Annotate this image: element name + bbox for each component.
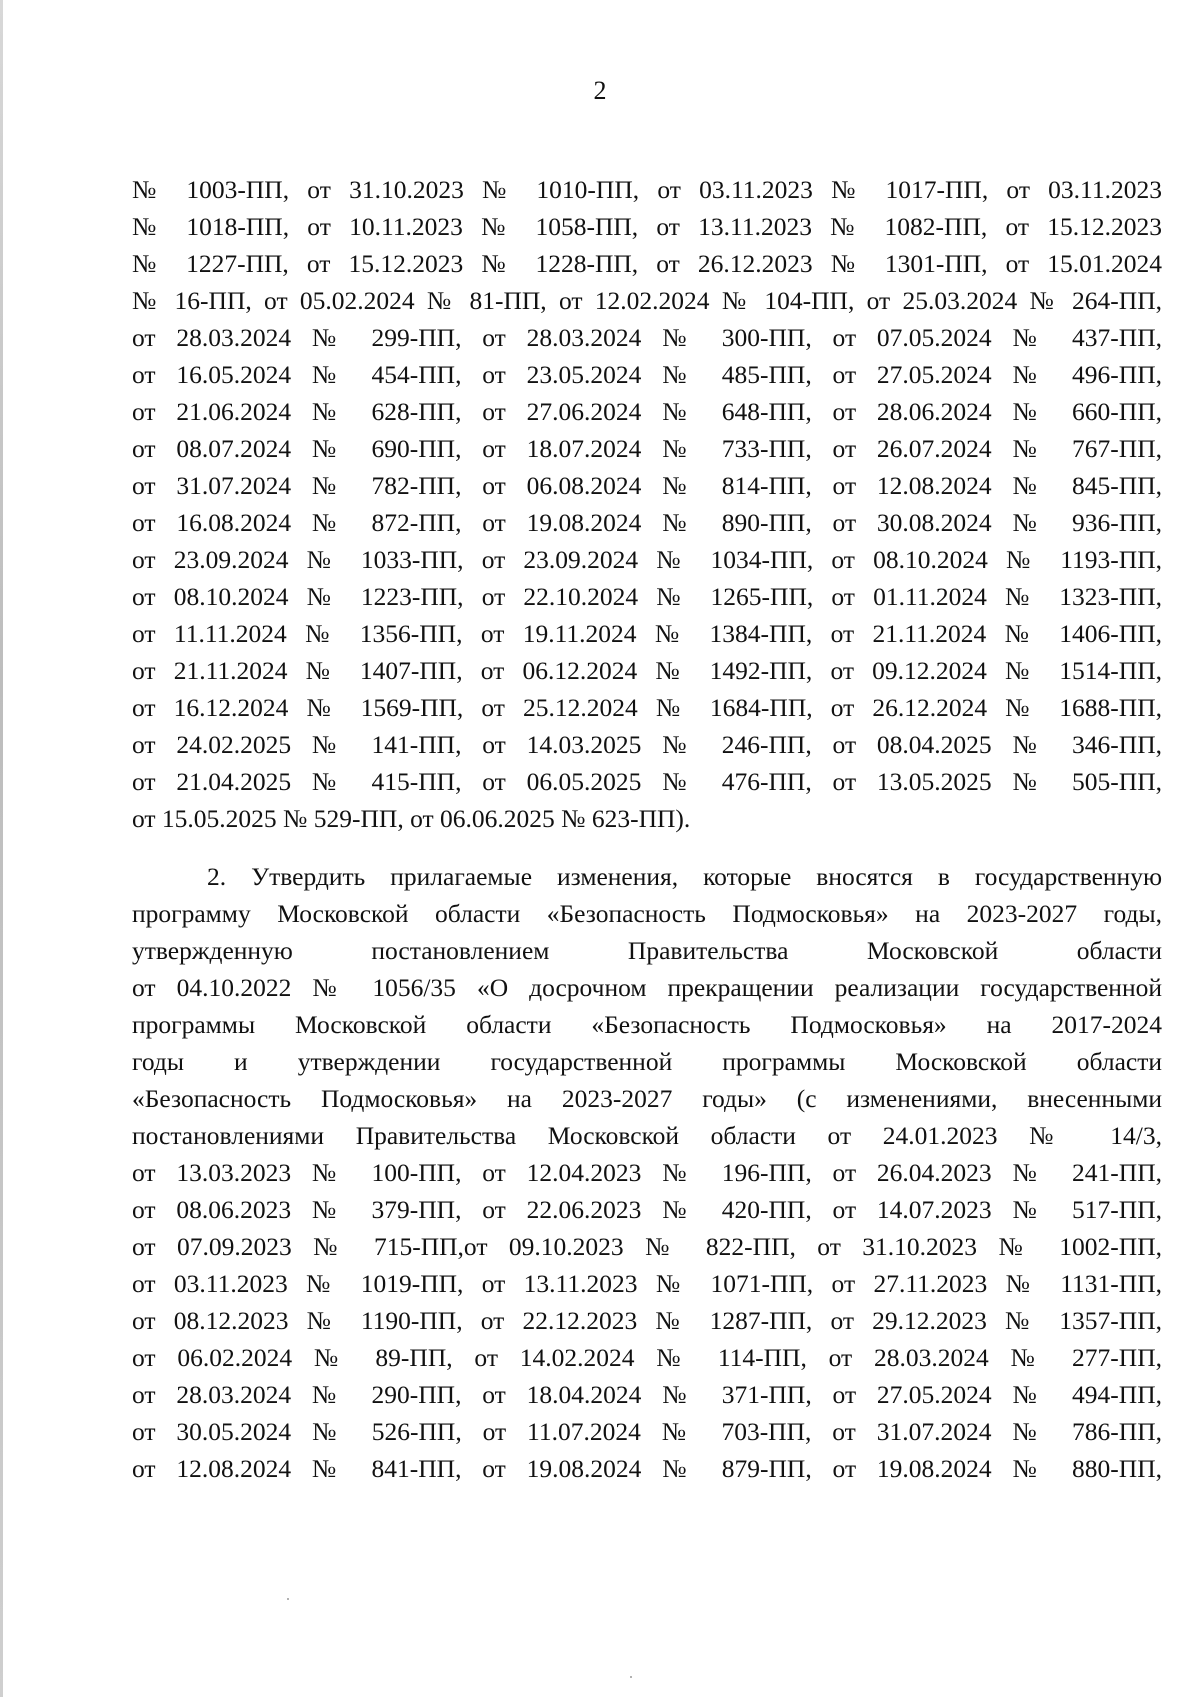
- text-line: от 08.12.2023 № 1190-ПП, от 22.12.2023 № 1287-ПП, от 29.12.2023 № 1357-ПП,: [132, 1306, 1162, 1335]
- text-line: от 21.04.2025 № 415-ПП, от 06.05.2025 № 476-ПП, от 13.05.2025 № 505-ПП,: [132, 767, 1162, 796]
- text-line: от 28.03.2024 № 290-ПП, от 18.04.2024 № 371-ПП, от 27.05.2024 № 494-ПП,: [132, 1380, 1162, 1409]
- text-line: от 21.06.2024 № 628-ПП, от 27.06.2024 № 648-ПП, от 28.06.2024 № 660-ПП,: [132, 397, 1162, 426]
- scan-speck: [287, 1598, 289, 1600]
- text-line: годы и утверждении государственной программы Московской области: [132, 1047, 1162, 1076]
- scan-left-edge: [0, 0, 3, 1697]
- text-line: от 08.06.2023 № 379-ПП, от 22.06.2023 № 420-ПП, от 14.07.2023 № 517-ПП,: [132, 1195, 1162, 1224]
- text-line: от 24.02.2025 № 141-ПП, от 14.03.2025 № 246-ПП, от 08.04.2025 № 346-ПП,: [132, 730, 1162, 759]
- text-line: от 16.05.2024 № 454-ПП, от 23.05.2024 № 485-ПП, от 27.05.2024 № 496-ПП,: [132, 360, 1162, 389]
- text-line: № 1018-ПП, от 10.11.2023 № 1058-ПП, от 13.11.2023 № 1082-ПП, от 15.12.2023: [132, 212, 1162, 241]
- text-line: программу Московской области «Безопасность Подмосковья» на 2023-2027 годы,: [132, 899, 1162, 928]
- text-line: от 08.10.2024 № 1223-ПП, от 22.10.2024 № 1265-ПП, от 01.11.2024 № 1323-ПП,: [132, 582, 1162, 611]
- paragraph-first-line: 2. Утвердить прилагаемые изменения, которые вносятся в государственную: [207, 862, 1162, 891]
- text-line: от 08.07.2024 № 690-ПП, от 18.07.2024 № 733-ПП, от 26.07.2024 № 767-ПП,: [132, 434, 1162, 463]
- text-line: утвержденную постановлением Правительства Московской области: [132, 936, 1162, 965]
- text-line: от 31.07.2024 № 782-ПП, от 06.08.2024 № 814-ПП, от 12.08.2024 № 845-ПП,: [132, 471, 1162, 500]
- text-line: от 16.08.2024 № 872-ПП, от 19.08.2024 № 890-ПП, от 30.08.2024 № 936-ПП,: [132, 508, 1162, 537]
- text-line: постановлениями Правительства Московской области от 24.01.2023 № 14/3,: [132, 1121, 1162, 1150]
- text-line: № 1227-ПП, от 15.12.2023 № 1228-ПП, от 26.12.2023 № 1301-ПП, от 15.01.2024: [132, 249, 1162, 278]
- text-line: от 13.03.2023 № 100-ПП, от 12.04.2023 № 196-ПП, от 26.04.2023 № 241-ПП,: [132, 1158, 1162, 1187]
- text-line: № 16-ПП, от 05.02.2024 № 81-ПП, от 12.02.2024 № 104-ПП, от 25.03.2024 № 264-ПП,: [132, 286, 1162, 315]
- text-line: от 15.05.2025 № 529-ПП, от 06.06.2025 № 623-ПП).: [132, 804, 691, 833]
- text-line: от 21.11.2024 № 1407-ПП, от 06.12.2024 № 1492-ПП, от 09.12.2024 № 1514-ПП,: [132, 656, 1162, 685]
- text-line: от 12.08.2024 № 841-ПП, от 19.08.2024 № 879-ПП, от 19.08.2024 № 880-ПП,: [132, 1454, 1162, 1483]
- text-line: «Безопасность Подмосковья» на 2023-2027 годы» (с изменениями, внесенными: [132, 1084, 1162, 1113]
- text-line: от 06.02.2024 № 89-ПП, от 14.02.2024 № 114-ПП, от 28.03.2024 № 277-ПП,: [132, 1343, 1162, 1372]
- text-line: от 28.03.2024 № 299-ПП, от 28.03.2024 № 300-ПП, от 07.05.2024 № 437-ПП,: [132, 323, 1162, 352]
- text-line: от 23.09.2024 № 1033-ПП, от 23.09.2024 № 1034-ПП, от 08.10.2024 № 1193-ПП,: [132, 545, 1162, 574]
- text-line: от 04.10.2022 № 1056/35 «О досрочном прекращении реализации государственной: [132, 973, 1162, 1002]
- text-line: от 07.09.2023 № 715-ПП,от 09.10.2023 № 822-ПП, от 31.10.2023 № 1002-ПП,: [132, 1232, 1162, 1261]
- text-line: от 16.12.2024 № 1569-ПП, от 25.12.2024 № 1684-ПП, от 26.12.2024 № 1688-ПП,: [132, 693, 1162, 722]
- text-line: программы Московской области «Безопасность Подмосковья» на 2017-2024: [132, 1010, 1162, 1039]
- text-line: от 11.11.2024 № 1356-ПП, от 19.11.2024 № 1384-ПП, от 21.11.2024 № 1406-ПП,: [132, 619, 1162, 648]
- scan-speck: [630, 1676, 632, 1678]
- text-line: от 30.05.2024 № 526-ПП, от 11.07.2024 № 703-ПП, от 31.07.2024 № 786-ПП,: [132, 1417, 1162, 1446]
- page-number: 2: [593, 76, 607, 105]
- text-line: от 03.11.2023 № 1019-ПП, от 13.11.2023 № 1071-ПП, от 27.11.2023 № 1131-ПП,: [132, 1269, 1162, 1298]
- text-line: № 1003-ПП, от 31.10.2023 № 1010-ПП, от 03.11.2023 № 1017-ПП, от 03.11.2023: [132, 175, 1162, 204]
